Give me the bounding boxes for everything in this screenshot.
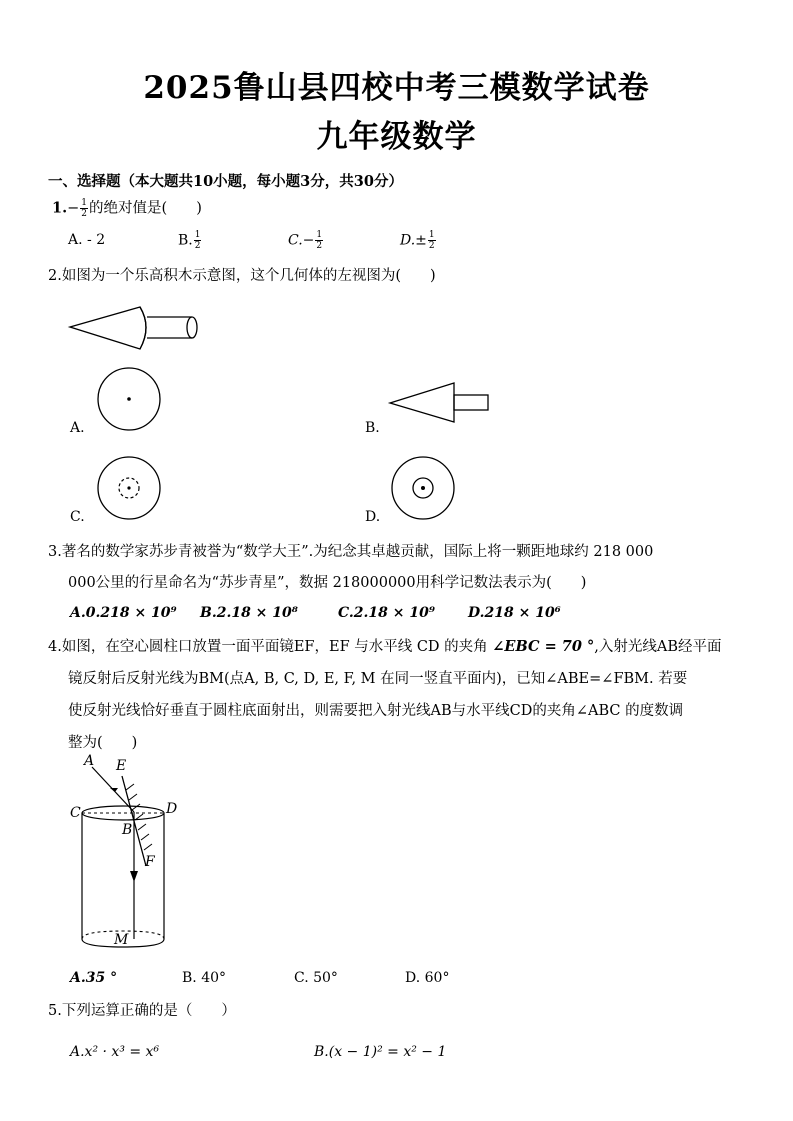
- fig-label-m: M: [114, 932, 129, 948]
- q2-option-b-label: B.: [365, 420, 380, 436]
- fig-label-b: B: [122, 822, 133, 838]
- exam-subtitle: 九年级数学: [316, 119, 477, 155]
- fig-label-e: E: [116, 758, 127, 774]
- fig-label-c: C: [70, 805, 81, 821]
- question-2: 2.如图为一个乐高积木示意图，这个几何体的左视图为( ): [48, 268, 436, 284]
- cylinder-mirror-figure: [66, 754, 178, 959]
- question-4-line2: 镜反射后反射光线为BM(点A, B, C, D, E, F, M 在同一竖直平面内)，已知∠ABE=∠FBM. 若要: [68, 671, 688, 687]
- q1-number: 1.: [52, 199, 68, 217]
- section-heading: 一、选择题（本大题共10小题，每小题3分，共30分）: [48, 173, 403, 190]
- question-3-line2: 000公里的行星命名为“苏步青星”，数据 218000000用科学记数法表示为( ): [68, 575, 587, 591]
- q2-option-c-label: C.: [70, 509, 85, 525]
- q5-option-b: B.(x − 1)² = x² − 1: [314, 1044, 447, 1060]
- q2-option-b-figure: [388, 382, 492, 422]
- exam-title: 2025鲁山县四校中考三模数学试卷: [143, 70, 650, 106]
- question-4-line1: 4.如图，在空心圆柱口放置一面平面镜EF，EF 与水平线 CD 的夹角 ∠EBC = 70 °,入射光线AB经平面: [48, 638, 722, 655]
- q2-option-d-label: D.: [365, 509, 381, 525]
- q1-option-c: C.− $\frac{1}{2}$: [288, 230, 323, 251]
- q3-option-c: C.2.18 × 10⁹: [338, 605, 435, 621]
- question-3-line1: 3.著名的数学家苏步青被誉为“数学大王”.为纪念其卓越贡献，国际上将一颗距地球约 218 000: [48, 544, 654, 560]
- q2-option-c-figure: [96, 455, 162, 521]
- q1-option-d: D.± $\frac{1}{2}$: [400, 230, 435, 251]
- q1-option-a: A. - 2: [68, 232, 106, 248]
- q4-option-b: B. 40°: [182, 970, 227, 986]
- q2-option-a-label: A.: [70, 420, 85, 436]
- q3-option-a: A.0.218 × 10⁹: [70, 605, 177, 621]
- q1-stem: 的绝对值是( ): [89, 200, 202, 217]
- question-4-line4: 整为( ): [68, 735, 138, 751]
- question-1: [52, 198, 202, 219]
- q4-option-d: D. 60°: [405, 970, 450, 986]
- q5-option-a: A.x² · x³ = x⁶: [70, 1044, 160, 1060]
- q2-option-d-figure: [390, 455, 456, 521]
- lego-figure: [66, 305, 206, 355]
- q4-option-c: C. 50°: [294, 970, 338, 986]
- fig-label-a: A: [84, 753, 95, 769]
- question-5: 5.下列运算正确的是（ ）: [48, 1003, 236, 1019]
- q1-sign: −: [67, 200, 80, 217]
- fig-label-d: D: [166, 801, 178, 817]
- q3-option-d: D.218 × 10⁶: [468, 605, 561, 621]
- question-4-line3: 使反射光线恰好垂直于圆柱底面射出，则需要把入射光线AB与水平线CD的夹角∠ABC 的度数调: [68, 703, 684, 719]
- q1-fraction: $\frac{1}{2}$: [81, 198, 88, 219]
- q4-option-a: A.35 °: [70, 970, 118, 986]
- fig-label-f: F: [145, 854, 155, 870]
- q1-option-b: B. $\frac{1}{2}$: [178, 230, 201, 251]
- q2-option-a-figure: [96, 366, 162, 432]
- q3-option-b: B.2.18 × 10⁸: [200, 605, 298, 621]
